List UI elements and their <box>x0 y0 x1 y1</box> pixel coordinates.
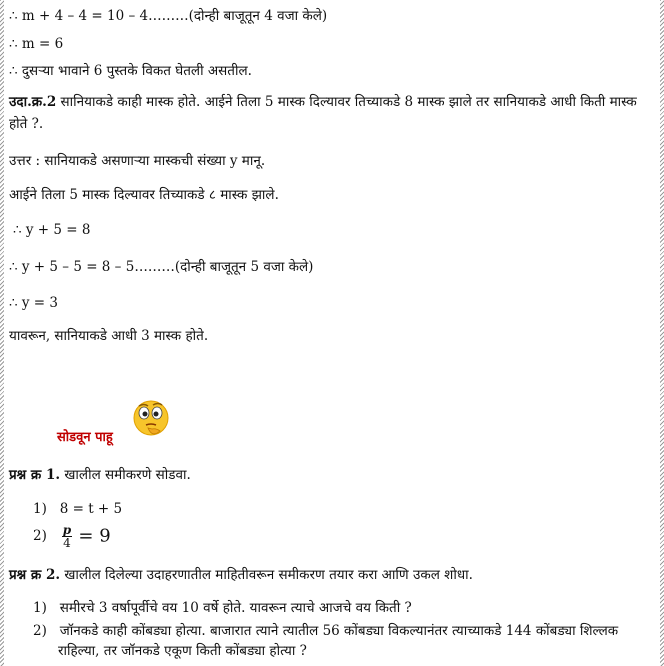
question-2-text: खालील दिलेल्या उदाहरणातील माहितीवरून समीकरण तयार करा आणि उकल शोधा. <box>60 567 473 583</box>
item-number: 1) <box>33 501 47 517</box>
question-2-item-2-continued: राहिल्या, तर जॉनकडे एकूण किती कोंबड्या होत्या ? <box>58 643 307 659</box>
page-border-left <box>0 0 4 666</box>
item-number: 2) <box>33 528 47 544</box>
question-2 <box>9 566 473 584</box>
thinking-face-icon <box>130 398 172 440</box>
conclusion-line-1: ∴ दुसऱ्या भावाने 6 पुस्तके विकत घेतली असतील. <box>9 63 252 79</box>
fraction-numerator: p <box>62 523 72 537</box>
fraction-denominator: 4 <box>63 536 71 550</box>
fraction <box>62 524 72 549</box>
question-1-text: खालील समीकरणे सोडवा. <box>60 467 191 483</box>
item-text: समीरचे 3 वर्षापूर्वीचे वय 10 वर्षे होते. यावरून त्याचे आजचे वय किती ? <box>59 600 412 616</box>
item-text: जॉनकडे काही कोंबड्या होत्या. बाजारात त्याने त्यातील 56 कोंबड्या विकल्यानंतर त्याच्याकडे 144 कोंबड्या शिल्लक <box>59 623 619 639</box>
example-2 <box>9 91 659 135</box>
question-1-item-2 <box>33 524 111 549</box>
answer-line: उत्तर : सानियाकडे असणाऱ्या मास्कची संख्या y मानू. <box>9 153 266 169</box>
equation-line-2: ∴ y + 5 – 5 = 8 – 5………(दोन्ही बाजूतून 5 वजा केले) <box>9 259 314 275</box>
page-border-right <box>660 0 664 666</box>
item-text: 8 = t + 5 <box>59 501 123 517</box>
equation-line-1: ∴ y + 5 = 8 <box>13 222 91 238</box>
step-line-5: आईने तिला 5 मास्क दिल्यावर तिच्याकडे ८ मास्क झाले. <box>9 187 279 203</box>
equation-line-3: ∴ y = 3 <box>9 295 58 311</box>
solve-heading: सोडवून पाहू <box>57 430 113 445</box>
step-line-2: ∴ m = 6 <box>9 36 64 52</box>
question-2-item-2 <box>33 622 618 640</box>
equation-rhs: = 9 <box>78 525 111 547</box>
step-line-1: ∴ m + 4 – 4 = 10 – 4………(दोन्ही बाजूतून 4 वजा केले) <box>9 8 328 24</box>
question-1-item-1 <box>33 500 122 518</box>
example-2-label: उदा.क्र.2 <box>9 94 57 110</box>
question-2-item-1 <box>33 599 412 617</box>
example-2-text: सानियाकडे काही मास्क होते. आईने तिला 5 मास्क दिल्यावर तिच्याकडे 8 मास्क झाले तर सानियाकडे आधी किती मास्क होते ?. <box>9 94 637 132</box>
item-number: 1) <box>33 600 47 616</box>
question-1-label: प्रश्न क्र 1. <box>9 467 61 483</box>
item-number: 2) <box>33 623 47 639</box>
conclusion-line-2: यावरून, सानियाकडे आधी 3 मास्क होते. <box>9 328 209 344</box>
question-2-label: प्रश्न क्र 2. <box>9 567 61 583</box>
question-1 <box>9 466 191 484</box>
